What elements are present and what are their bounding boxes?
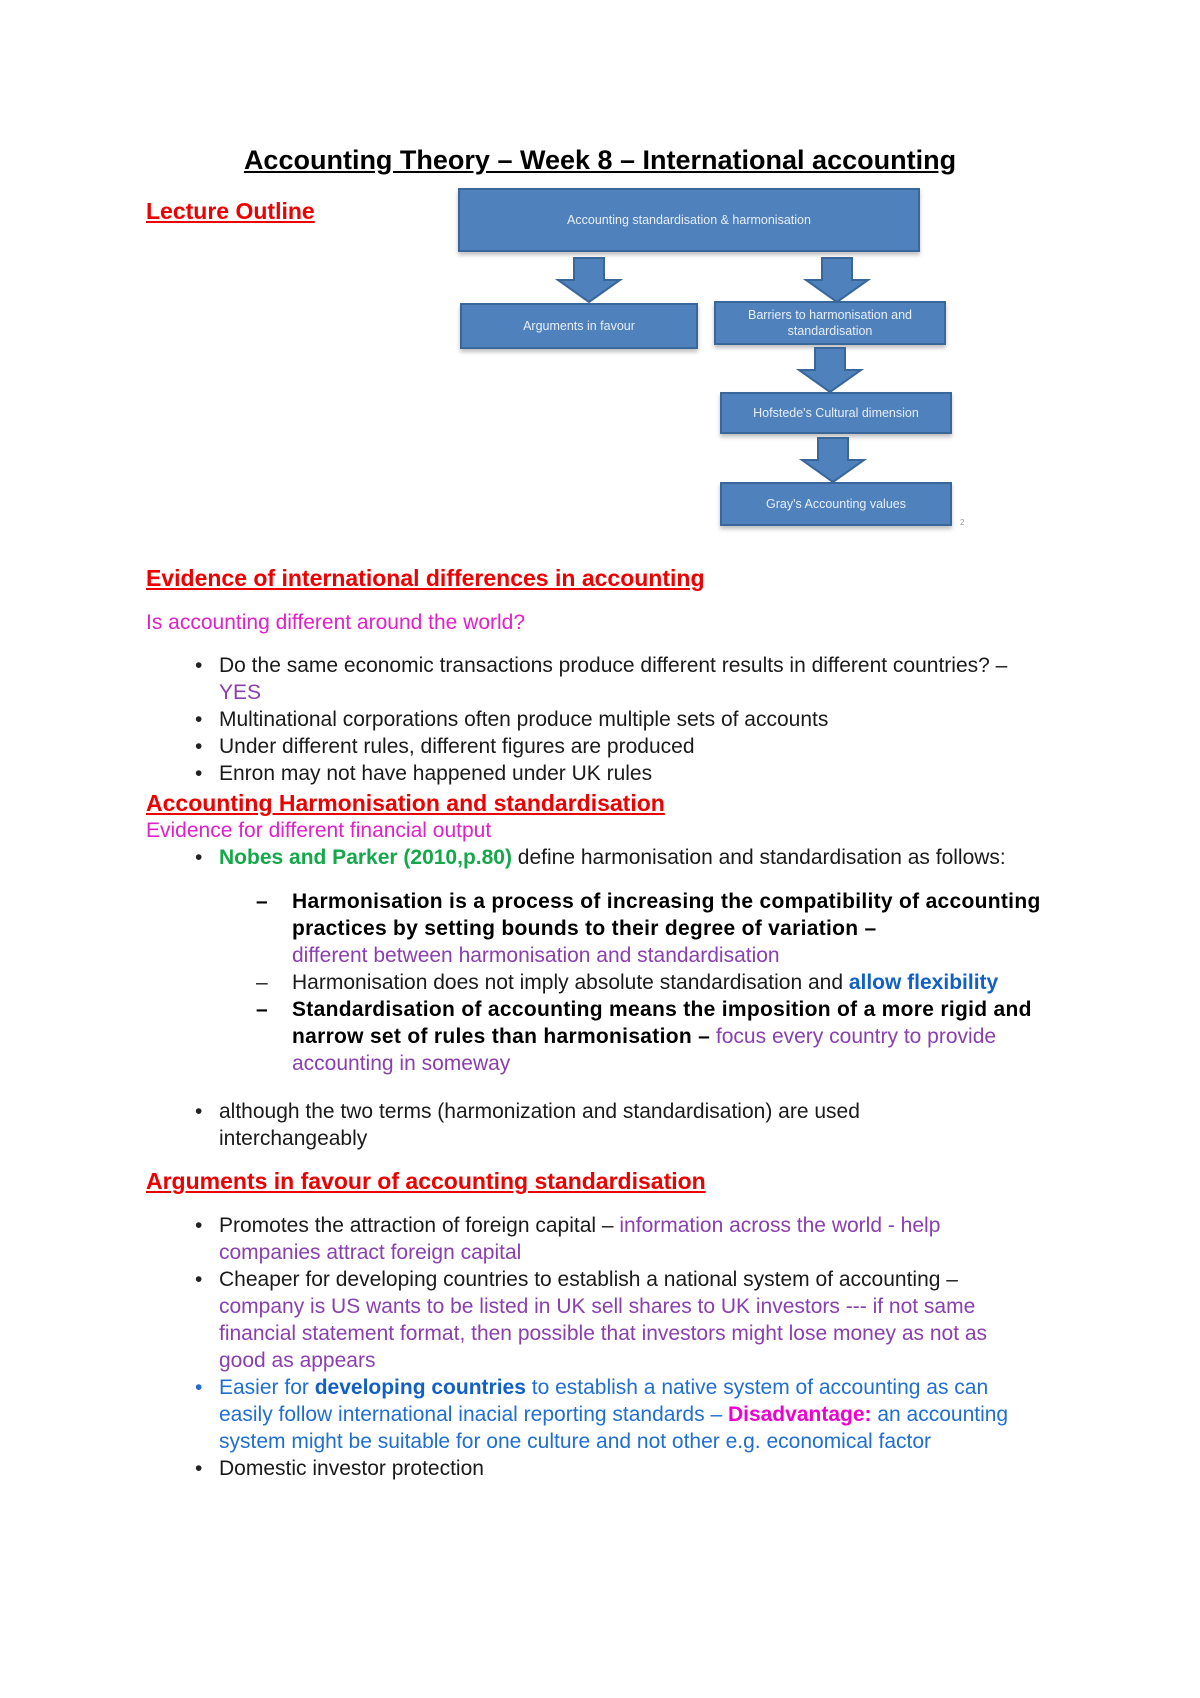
list-item-text: define harmonisation and standardisation as follows: (511, 846, 1006, 869)
list-item-text: Promotes the attraction of foreign capital – (219, 1214, 620, 1237)
diagram-box-arguments-in-favour: Arguments in favour (460, 303, 698, 349)
arrow-down-icon (554, 256, 624, 304)
list-item-text: Do the same economic transactions produce different results in different countries? – (219, 654, 1008, 677)
arrow-down-icon (802, 256, 872, 304)
evidence-list (146, 652, 1076, 787)
arguments-list (146, 1212, 1046, 1482)
list-item-text: Cheaper for developing countries to establish a national system of accounting – (219, 1268, 958, 1291)
list-item-text: although the two terms (harmonization and standardisation) are used interchangeably (219, 1100, 860, 1150)
sub-item-text: Harmonisation does not imply absolute standardisation and (292, 971, 849, 994)
list-item-text: Easier for (219, 1376, 315, 1399)
sub-item-bold: Standardisation of accounting means the imposition of a more rigid and narrow set of rules than harmonisation – (292, 998, 1032, 1048)
disadvantage-label: Disadvantage: (727, 1403, 872, 1426)
list-item-text: to establish a native system of accounting as can easily follow international inacial reporting standards – (219, 1376, 989, 1426)
list-item (146, 706, 1076, 733)
sub-item-bold: Harmonisation is a process of increasing the compatibility of accounting practices by setting bounds to their degree of variation – (292, 890, 1041, 940)
list-item (146, 760, 1076, 787)
list-item (146, 1212, 1046, 1266)
list-item-note: information across the world - help companies attract foreign capital (219, 1214, 941, 1264)
sub-list-item (146, 969, 1076, 996)
page-title: Accounting Theory – Week 8 – International accounting (243, 145, 957, 175)
section-heading-harmonisation: Accounting Harmonisation and standardisation (146, 790, 665, 816)
list-item-highlight: developing countries (314, 1376, 526, 1399)
list-item-text: Enron may not have happened under UK rules (219, 762, 653, 785)
section-question: Is accounting different around the world? (146, 611, 526, 634)
diagram-box-gray: Gray's Accounting values (720, 482, 952, 526)
sub-list-item (146, 888, 1076, 969)
list-item-text: Domestic investor protection (219, 1457, 484, 1480)
diagram-box-standardisation: Accounting standardisation & harmonisation (458, 188, 920, 252)
slide-number: 2 (960, 518, 965, 527)
list-item-text: Multinational corporations often produce multiple sets of accounts (219, 708, 829, 731)
section-subheading: Evidence for different financial output (146, 819, 492, 842)
section-heading-evidence: Evidence of international differences in accounting (146, 565, 705, 591)
list-item-note: company is US wants to be listed in UK sell shares to UK investors --- if not same financial statement format, then possible that investors might lose money as not as good as appears (219, 1295, 988, 1372)
closing-list (146, 1098, 946, 1152)
list-item (146, 1266, 1046, 1374)
list-item (146, 1374, 1046, 1455)
list-item (146, 844, 1076, 871)
list-item-note: YES (219, 681, 262, 704)
outline-diagram (458, 180, 968, 530)
arrow-down-icon (795, 346, 865, 394)
sub-item-note: focus every country to provide accounting in someway (292, 1025, 997, 1075)
list-item-text: an accounting system might be suitable for one culture and not other e.g. economical factor (219, 1403, 1009, 1453)
sub-item-note: different between harmonisation and standardisation (292, 944, 780, 967)
lecture-outline-heading: Lecture Outline (146, 198, 315, 224)
list-item (146, 652, 1076, 706)
list-item (146, 733, 1076, 760)
section-heading-arguments: Arguments in favour of accounting standardisation (146, 1168, 706, 1194)
arrow-down-icon (798, 436, 868, 484)
sub-item-highlight: allow flexibility (848, 971, 999, 994)
sub-list-item (146, 996, 1076, 1077)
citation: Nobes and Parker (2010,p.80) (219, 846, 512, 869)
list-item (146, 1098, 946, 1152)
list-item (146, 1455, 1046, 1482)
definition-sublist (146, 888, 1076, 1077)
definition-list (146, 844, 1076, 871)
list-item-text: Under different rules, different figures are produced (219, 735, 695, 758)
diagram-box-barriers: Barriers to harmonisation and standardisation (714, 301, 946, 345)
diagram-box-hofstede: Hofstede's Cultural dimension (720, 392, 952, 434)
